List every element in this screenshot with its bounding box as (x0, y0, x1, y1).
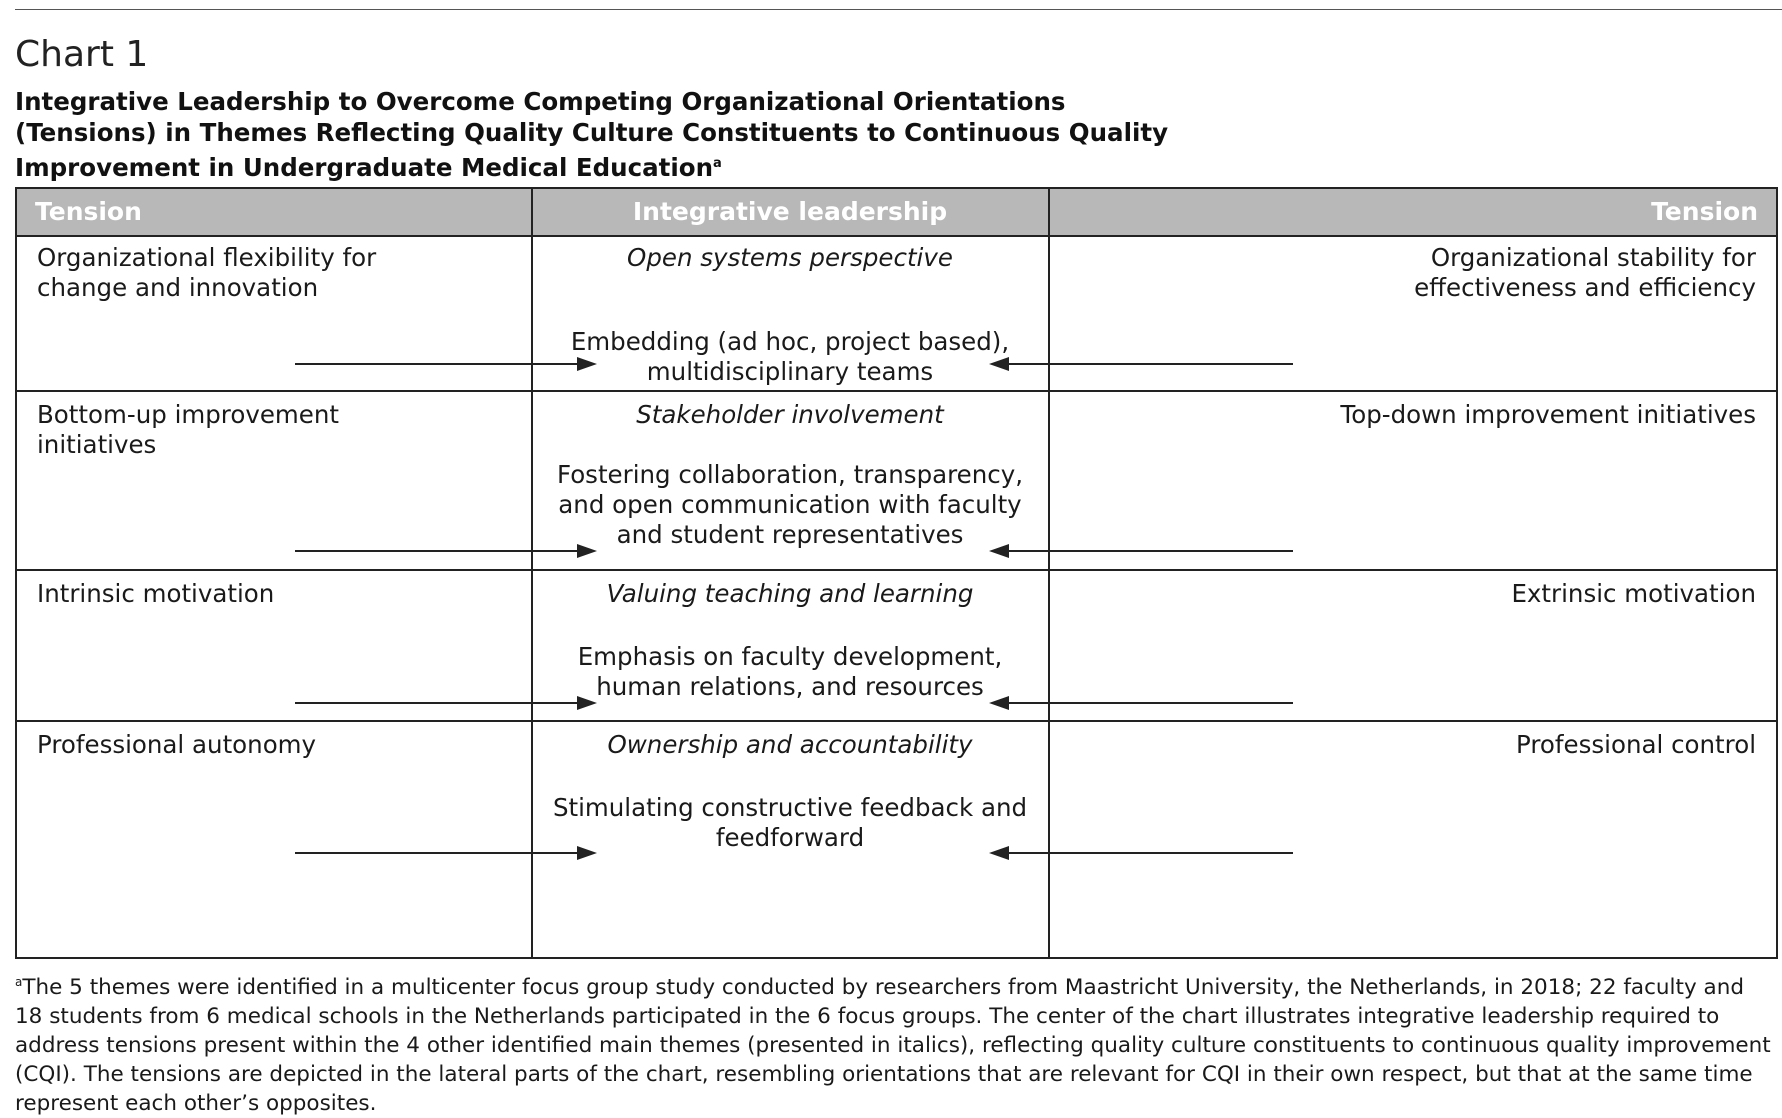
footnote-marker: a (15, 975, 23, 989)
theme-title: Valuing teaching and learning (606, 579, 974, 608)
left-tension: Organizational flexibility for change and innovation (37, 243, 377, 302)
chart-title (15, 86, 1195, 183)
theme-title: Open systems perspective (627, 243, 953, 272)
chart-title-text: Integrative Leadership to Overcome Competing Organizational Orientations (Tensions) in Themes Reflecting Quality Culture Constituents to Continuous Quality Improvement in Undergraduate Medical Education (15, 87, 1169, 183)
left-tension: Intrinsic motivation (37, 579, 275, 608)
table-header (17, 189, 1776, 237)
header-integrative-leadership: Integrative leadership (632, 197, 948, 226)
left-pointing-arrowhead (989, 544, 1009, 558)
theme-description: Emphasis on faculty development, human relations, and resources (577, 642, 1003, 701)
top-rule (15, 9, 1782, 10)
right-tension: Extrinsic motivation (1511, 579, 1756, 608)
footnote-text: The 5 themes were identified in a multicenter focus group study conducted by researchers from Maastricht University, the Netherlands, in 2018; 22 faculty and 18 students from 6 medical schools in the Netherlands participated in the 6 focus groups. The center of the chart illustrates integrative leadership required to address tensions present within the 4 other identified main themes (presented in italics), reflecting quality culture constituents to continuous quality improvement (CQI). The tensions are depicted in the lateral parts of the chart, resembling orientations that are relevant for CQI in their own respect, but that at the same time represent each other’s opposites. (15, 975, 1771, 1117)
footnote (15, 968, 1775, 1118)
theme-description: Stimulating constructive feedback and feedforward (552, 793, 1028, 852)
tension-arrows (17, 392, 1780, 569)
theme-description: Fostering collaboration, transparency, and open communication with faculty and student representatives (556, 460, 1024, 549)
tension-arrows (17, 722, 1780, 957)
theme-title: Ownership and accountability (607, 730, 973, 759)
table-row (17, 235, 1776, 392)
left-pointing-arrowhead (989, 357, 1009, 371)
header-left-tension: Tension (35, 197, 142, 226)
right-pointing-arrowhead (577, 357, 597, 371)
right-tension: Professional control (1516, 730, 1756, 759)
tension-arrows (17, 571, 1780, 720)
column-divider-left (531, 189, 533, 957)
header-right-tension: Tension (1651, 197, 1758, 226)
right-tension: Organizational stability for effectiveness and efficiency (1414, 243, 1756, 302)
column-divider-right (1048, 189, 1050, 957)
table-row (17, 571, 1776, 722)
right-pointing-arrowhead (577, 846, 597, 860)
title-footnote-marker: a (713, 156, 722, 171)
theme-title: Stakeholder involvement (636, 400, 944, 429)
tension-arrows (17, 235, 1780, 390)
left-tension: Professional autonomy (37, 730, 317, 759)
chart-label: Chart 1 (15, 34, 149, 75)
tension-table (15, 187, 1778, 959)
left-pointing-arrowhead (989, 696, 1009, 710)
right-pointing-arrowhead (577, 544, 597, 558)
table-row (17, 392, 1776, 571)
table-row (17, 722, 1776, 957)
right-pointing-arrowhead (577, 696, 597, 710)
theme-description: Embedding (ad hoc, project based), multidisciplinary teams (570, 327, 1010, 386)
left-pointing-arrowhead (989, 846, 1009, 860)
left-tension: Bottom-up improvement initiatives (37, 400, 339, 459)
right-tension: Top-down improvement initiatives (1340, 400, 1756, 429)
